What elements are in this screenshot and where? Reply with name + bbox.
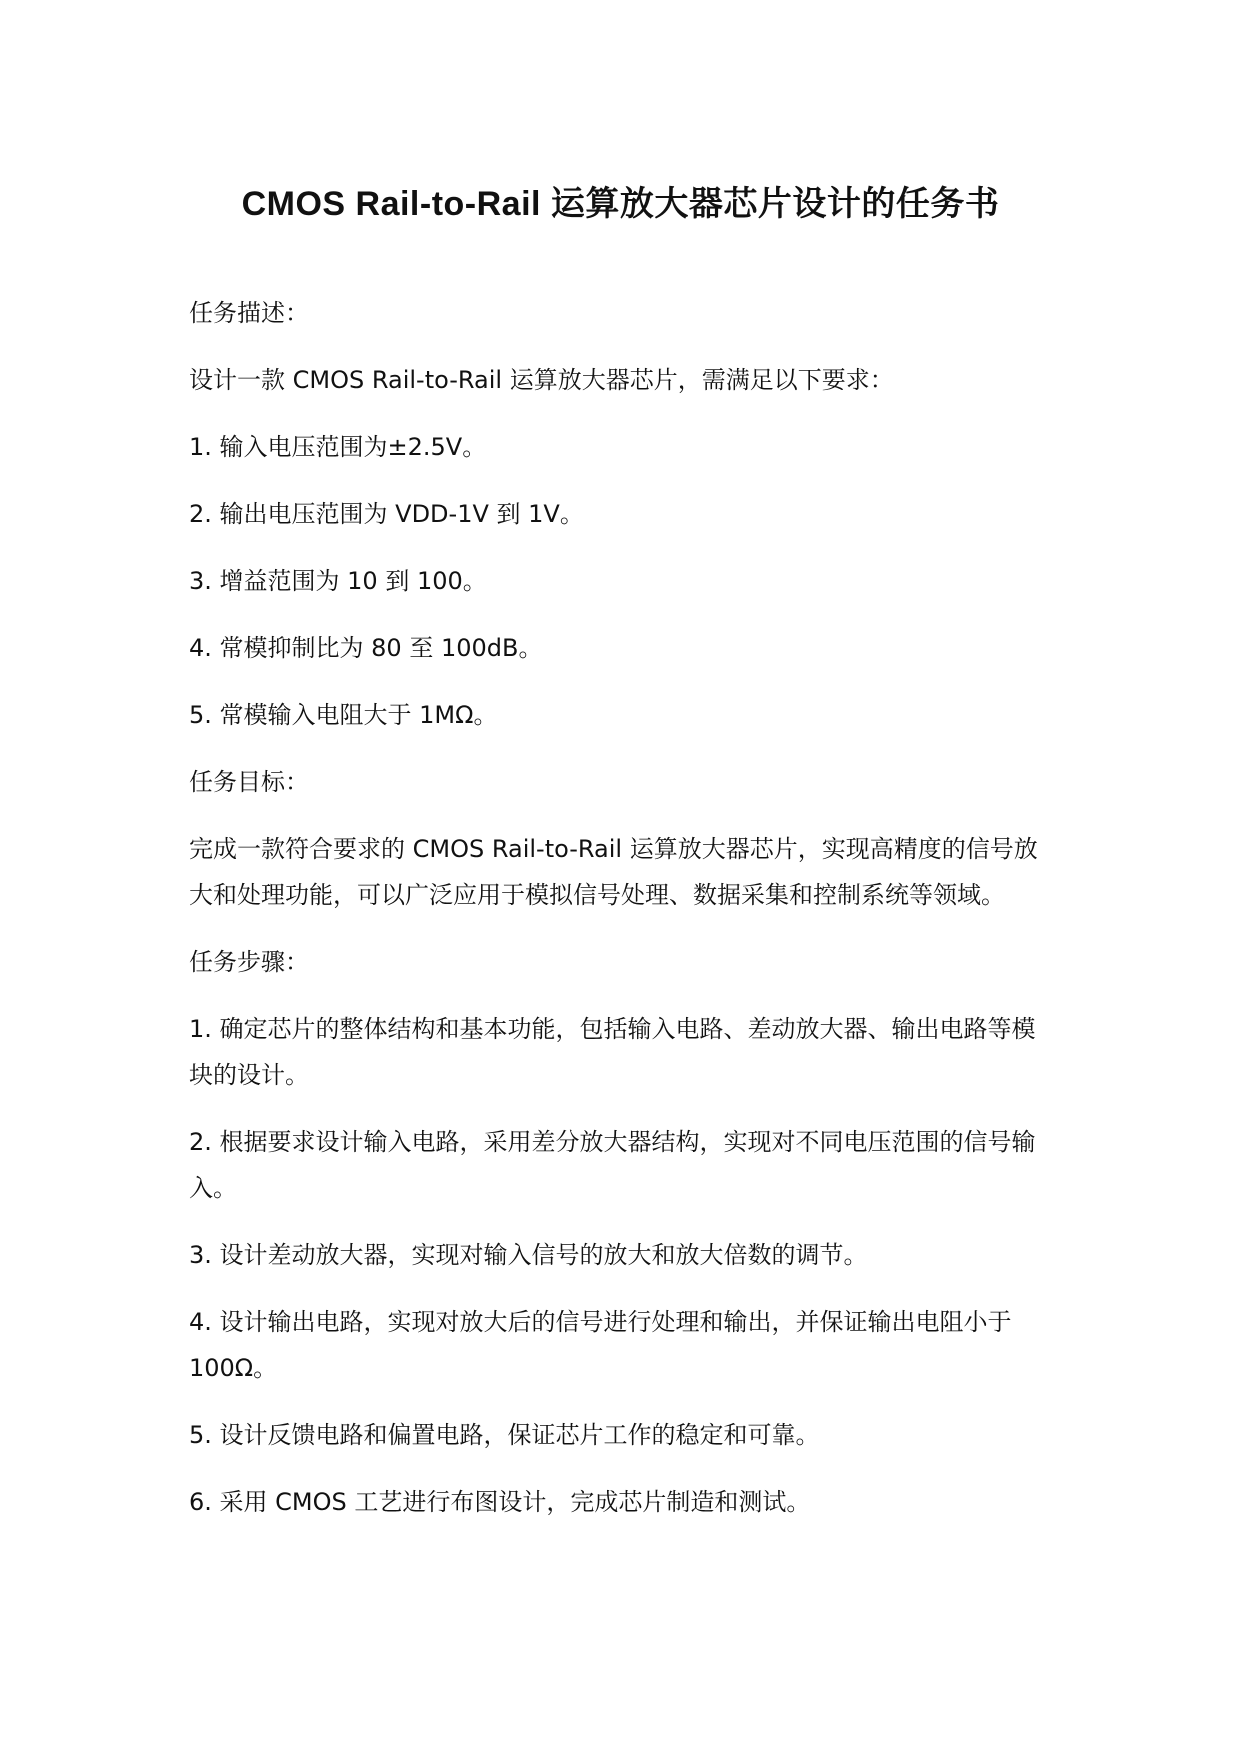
step-item: 6. 采用 CMOS 工艺进行布图设计，完成芯片制造和测试。 — [189, 1488, 811, 1516]
document-title: CMOS Rail-to-Rail 运算放大器芯片设计的任务书 — [241, 185, 1000, 223]
section-heading-goal: 任务目标： — [189, 768, 309, 796]
section-heading-steps: 任务步骤： — [189, 948, 309, 976]
paragraph: 设计一款 CMOS Rail-to-Rail 运算放大器芯片，需满足以下要求： — [189, 366, 894, 394]
requirement-item: 1. 输入电压范围为±2.5V。 — [189, 433, 487, 461]
step-item: 5. 设计反馈电路和偏置电路，保证芯片工作的稳定和可靠。 — [189, 1421, 820, 1449]
requirement-item: 5. 常模输入电阻大于 1MΩ。 — [189, 701, 498, 729]
paragraph: 完成一款符合要求的 CMOS Rail-to-Rail 运算放大器芯片，实现高精度的信号放大和处理功能，可以广泛应用于模拟信号处理、数据采集和控制系统等领域。 — [189, 835, 1038, 909]
section-heading-description: 任务描述： — [189, 299, 309, 327]
requirement-item: 4. 常模抑制比为 80 至 100dB。 — [189, 634, 543, 662]
step-item: 3. 设计差动放大器，实现对输入信号的放大和放大倍数的调节。 — [189, 1241, 868, 1269]
document-body — [189, 290, 1057, 1546]
requirement-item: 2. 输出电压范围为 VDD-1V 到 1V。 — [189, 500, 584, 528]
step-item: 2. 根据要求设计输入电路，采用差分放大器结构，实现对不同电压范围的信号输入。 — [189, 1128, 1036, 1202]
step-item: 4. 设计输出电路，实现对放大后的信号进行处理和输出，并保证输出电阻小于 100Ω。 — [189, 1308, 1012, 1382]
step-item: 1. 确定芯片的整体结构和基本功能，包括输入电路、差动放大器、输出电路等模块的设计。 — [189, 1015, 1036, 1089]
requirement-item: 3. 增益范围为 10 到 100。 — [189, 567, 487, 595]
